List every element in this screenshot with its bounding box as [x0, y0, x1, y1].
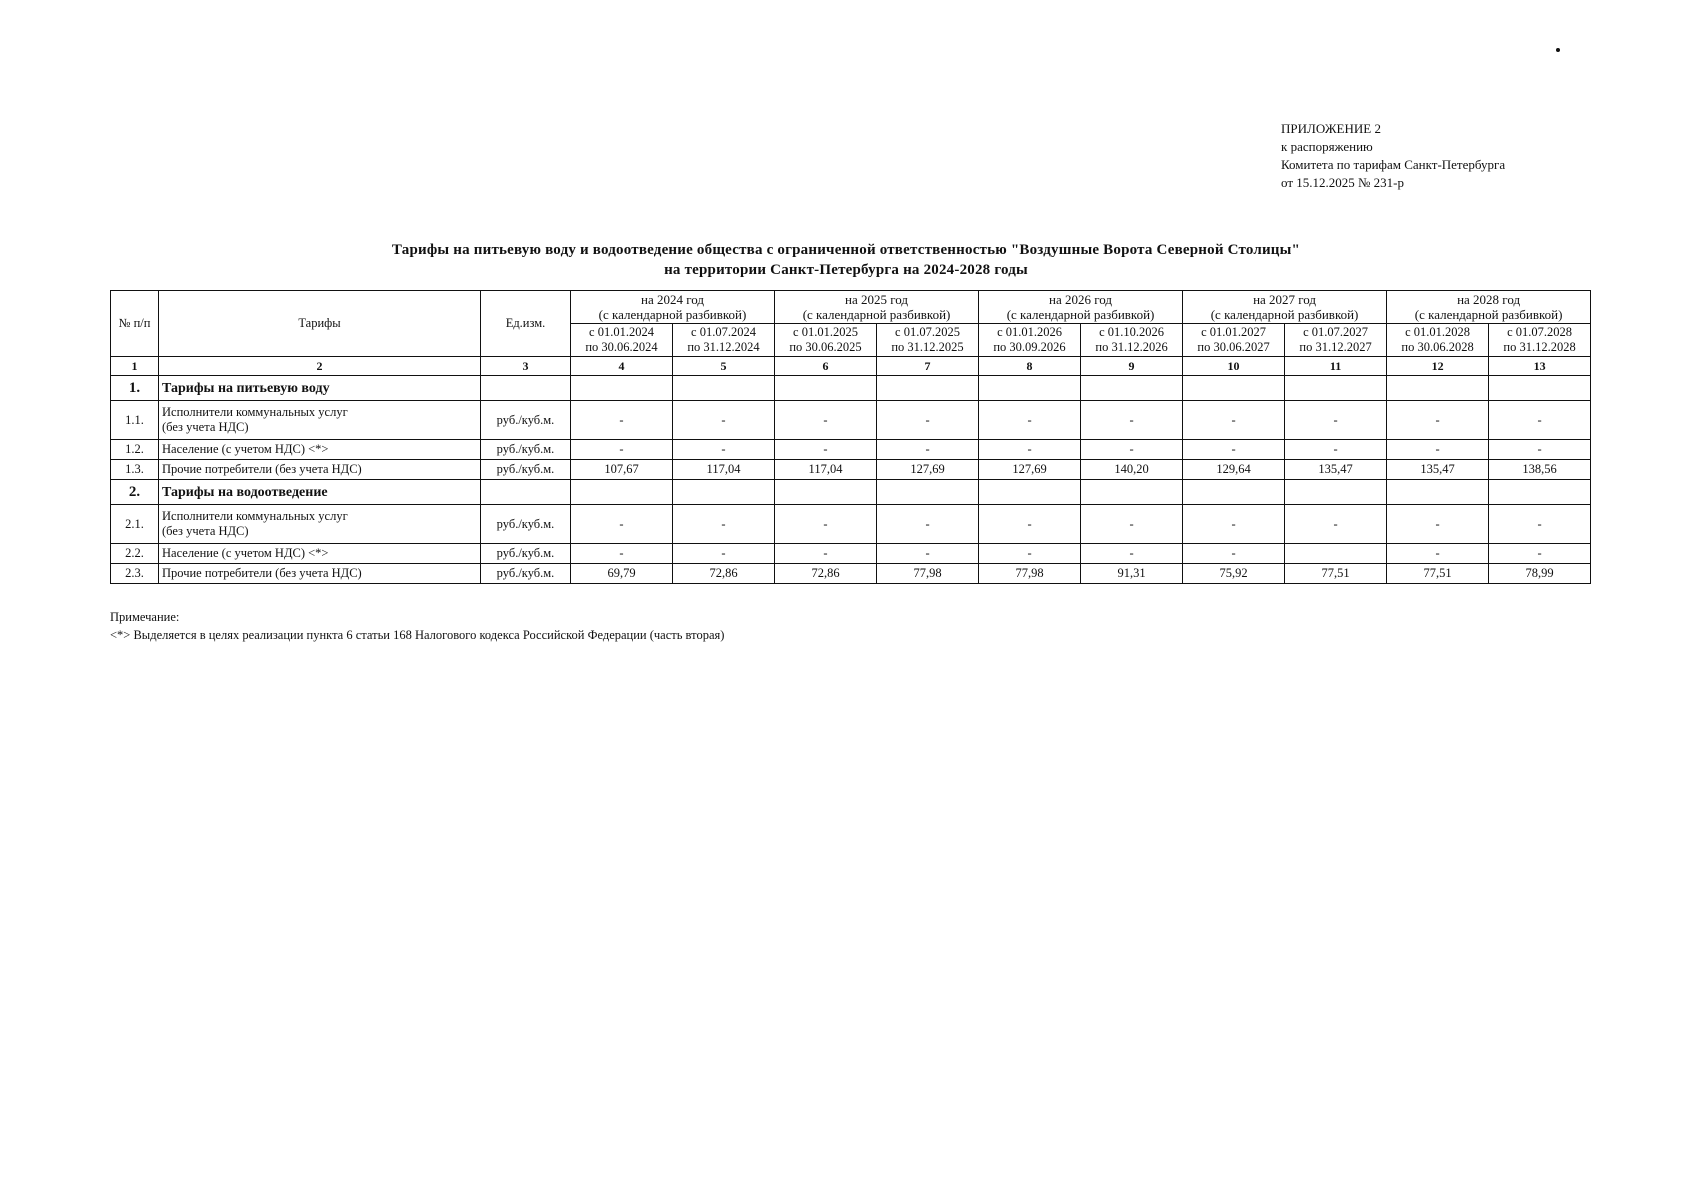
tariff-value: -	[1387, 401, 1489, 440]
row-name-line-1: Население (с учетом НДС) <*>	[162, 442, 329, 456]
year-label: на 2025 год	[845, 292, 909, 307]
tariff-value: -	[1489, 544, 1591, 564]
period-header	[1285, 324, 1387, 357]
tariff-value: -	[1183, 440, 1285, 460]
tariff-value: 138,56	[1489, 460, 1591, 480]
tariff-value: 77,51	[1387, 564, 1489, 584]
tariff-value: 77,51	[1285, 564, 1387, 584]
note-heading: Примечание:	[110, 610, 180, 624]
tariff-value: -	[1183, 401, 1285, 440]
section-row	[111, 480, 1591, 505]
tariff-value: -	[1285, 505, 1387, 544]
period-to: по 30.06.2027	[1197, 340, 1270, 354]
table-row	[111, 505, 1591, 544]
header-row-years	[111, 291, 1591, 324]
scan-dot	[1556, 48, 1560, 52]
empty-cell	[1489, 480, 1591, 505]
tariff-value: 117,04	[673, 460, 775, 480]
row-unit: руб./куб.м.	[481, 401, 571, 440]
table-row	[111, 401, 1591, 440]
column-number: 3	[481, 357, 571, 376]
tariff-value: -	[877, 544, 979, 564]
row-number: 2.2.	[111, 544, 159, 564]
empty-cell	[1183, 480, 1285, 505]
appendix-header	[1281, 120, 1505, 192]
empty-cell	[979, 376, 1081, 401]
tariff-value: 129,64	[1183, 460, 1285, 480]
header-year-2027	[1183, 291, 1387, 324]
year-label: на 2027 год	[1253, 292, 1317, 307]
period-header	[1081, 324, 1183, 357]
column-number: 5	[673, 357, 775, 376]
row-name	[159, 440, 481, 460]
section-number: 2.	[111, 480, 159, 505]
section-number: 1.	[111, 376, 159, 401]
period-to: по 31.12.2027	[1299, 340, 1372, 354]
empty-cell	[1489, 376, 1591, 401]
tariff-value: -	[979, 544, 1081, 564]
column-number: 13	[1489, 357, 1591, 376]
period-from: с 01.01.2027	[1201, 325, 1267, 339]
period-header	[1183, 324, 1285, 357]
section-title: Тарифы на питьевую воду	[159, 376, 481, 401]
period-header	[571, 324, 673, 357]
row-number: 2.1.	[111, 505, 159, 544]
header-tariffs: Тарифы	[159, 291, 481, 357]
tariff-value: -	[1183, 544, 1285, 564]
empty-cell	[877, 480, 979, 505]
period-header	[1489, 324, 1591, 357]
title-line-2: на территории Санкт-Петербурга на 2024-2028 годы	[664, 262, 1028, 278]
column-number: 4	[571, 357, 673, 376]
tariff-value: 135,47	[1285, 460, 1387, 480]
empty-cell	[1387, 376, 1489, 401]
tariff-value: 75,92	[1183, 564, 1285, 584]
year-sublabel: (с календарной разбивкой)	[1006, 307, 1155, 322]
document-title	[100, 240, 1592, 280]
tariff-value: 91,31	[1081, 564, 1183, 584]
empty-cell	[571, 480, 673, 505]
period-to: по 30.06.2028	[1401, 340, 1474, 354]
column-number: 12	[1387, 357, 1489, 376]
tariff-value: -	[571, 440, 673, 460]
row-name	[159, 401, 481, 440]
row-name-line-1: Население (с учетом НДС) <*>	[162, 546, 329, 560]
tariff-value: -	[673, 505, 775, 544]
row-unit: руб./куб.м.	[481, 564, 571, 584]
period-to: по 31.12.2026	[1095, 340, 1168, 354]
tariff-value: 77,98	[979, 564, 1081, 584]
column-number: 8	[979, 357, 1081, 376]
period-from: с 01.01.2024	[589, 325, 654, 339]
header-num: № п/п	[111, 291, 159, 357]
tariff-value: -	[571, 401, 673, 440]
row-name-line-1: Прочие потребители (без учета НДС)	[162, 566, 362, 580]
row-name-line-1: Прочие потребители (без учета НДС)	[162, 462, 362, 476]
tariff-value: -	[1489, 505, 1591, 544]
empty-cell	[673, 376, 775, 401]
empty-cell	[979, 480, 1081, 505]
row-name	[159, 564, 481, 584]
period-to: по 30.06.2024	[585, 340, 658, 354]
year-sublabel: (с календарной разбивкой)	[1210, 307, 1359, 322]
empty-cell	[775, 480, 877, 505]
tariff-value: 135,47	[1387, 460, 1489, 480]
row-name	[159, 460, 481, 480]
tariff-value: -	[1081, 544, 1183, 564]
tariff-value: 72,86	[775, 564, 877, 584]
row-unit: руб./куб.м.	[481, 460, 571, 480]
note-block	[110, 608, 724, 644]
title-line-1: Тарифы на питьевую воду и водоотведение общества с ограниченной ответственностью "Воздушные Ворота Северной Столицы"	[391, 242, 1301, 258]
tariff-value: -	[673, 544, 775, 564]
tariff-value: -	[1081, 401, 1183, 440]
empty-cell	[877, 376, 979, 401]
period-from: с 01.07.2027	[1303, 325, 1369, 339]
period-from: с 01.10.2026	[1099, 325, 1164, 339]
period-header	[1387, 324, 1489, 357]
appendix-line-1: ПРИЛОЖЕНИЕ 2	[1281, 121, 1381, 136]
note-text: <*> Выделяется в целях реализации пункта 6 статьи 168 Налогового кодекса Российской Федерации (часть вторая)	[110, 628, 725, 642]
row-number: 1.3.	[111, 460, 159, 480]
tariff-value: -	[877, 401, 979, 440]
empty-cell	[1081, 376, 1183, 401]
tariff-value: 140,20	[1081, 460, 1183, 480]
row-number: 2.3.	[111, 564, 159, 584]
period-from: с 01.07.2028	[1507, 325, 1573, 339]
tariff-value: 117,04	[775, 460, 877, 480]
appendix-line-3: Комитета по тарифам Санкт-Петербурга	[1281, 157, 1506, 172]
table-row	[111, 544, 1591, 564]
empty-cell	[1081, 480, 1183, 505]
tariff-value: -	[1387, 440, 1489, 460]
tariff-value: -	[775, 401, 877, 440]
tariff-value: -	[775, 544, 877, 564]
year-sublabel: (с календарной разбивкой)	[598, 307, 747, 322]
period-header	[775, 324, 877, 357]
tariff-value: -	[979, 401, 1081, 440]
tariff-value: -	[571, 544, 673, 564]
tariff-value: -	[1081, 505, 1183, 544]
column-number: 2	[159, 357, 481, 376]
period-from: с 01.01.2028	[1405, 325, 1471, 339]
section-title: Тарифы на водоотведение	[159, 480, 481, 505]
empty-cell	[571, 376, 673, 401]
header-unit: Ед.изм.	[481, 291, 571, 357]
tariff-value: -	[1489, 401, 1591, 440]
row-name-line-2: (без учета НДС)	[162, 420, 249, 434]
year-label: на 2024 год	[641, 292, 704, 307]
tariff-value: -	[1489, 440, 1591, 460]
tariff-value: -	[1285, 440, 1387, 460]
period-from: с 01.01.2026	[997, 325, 1062, 339]
column-number: 9	[1081, 357, 1183, 376]
empty-cell	[481, 376, 571, 401]
tariff-value: -	[673, 401, 775, 440]
appendix-line-2: к распоряжению	[1281, 139, 1373, 154]
table-row	[111, 460, 1591, 480]
period-header	[877, 324, 979, 357]
header-year-2024	[571, 291, 775, 324]
tariff-value: -	[1387, 544, 1489, 564]
period-from: с 01.07.2024	[691, 325, 756, 339]
period-from: с 01.01.2025	[793, 325, 858, 339]
period-to: по 31.12.2028	[1503, 340, 1576, 354]
table-row	[111, 564, 1591, 584]
row-unit: руб./куб.м.	[481, 505, 571, 544]
column-number: 1	[111, 357, 159, 376]
year-label: на 2026 год	[1049, 292, 1113, 307]
tariff-value: 107,67	[571, 460, 673, 480]
tariff-value: 78,99	[1489, 564, 1591, 584]
tariff-value: -	[979, 440, 1081, 460]
year-label: на 2028 год	[1457, 292, 1521, 307]
period-to: по 30.09.2026	[993, 340, 1066, 354]
empty-cell	[481, 480, 571, 505]
period-to: по 31.12.2024	[687, 340, 760, 354]
tariff-value: 72,86	[673, 564, 775, 584]
tariff-value: -	[877, 440, 979, 460]
tariff-value: 127,69	[979, 460, 1081, 480]
column-number: 6	[775, 357, 877, 376]
section-row	[111, 376, 1591, 401]
header-year-2025	[775, 291, 979, 324]
period-header	[673, 324, 775, 357]
tariff-value: -	[979, 505, 1081, 544]
period-from: с 01.07.2025	[895, 325, 960, 339]
tariff-value	[1285, 544, 1387, 564]
row-name-line-1: Исполнители коммунальных услуг	[162, 405, 348, 419]
appendix-line-4: от 15.12.2025 № 231-р	[1281, 175, 1404, 190]
column-number: 10	[1183, 357, 1285, 376]
header-year-2028	[1387, 291, 1591, 324]
table-row	[111, 440, 1591, 460]
empty-cell	[775, 376, 877, 401]
row-name-line-2: (без учета НДС)	[162, 524, 249, 538]
tariffs-table	[110, 290, 1591, 584]
empty-cell	[1183, 376, 1285, 401]
tariff-value: -	[1387, 505, 1489, 544]
tariff-value: 127,69	[877, 460, 979, 480]
tariff-value: -	[1285, 401, 1387, 440]
period-to: по 30.06.2025	[789, 340, 862, 354]
tariff-value: -	[673, 440, 775, 460]
row-unit: руб./куб.м.	[481, 440, 571, 460]
column-number: 7	[877, 357, 979, 376]
empty-cell	[1285, 480, 1387, 505]
tariff-value: 77,98	[877, 564, 979, 584]
row-name-line-1: Исполнители коммунальных услуг	[162, 509, 348, 523]
year-sublabel: (с календарной разбивкой)	[1414, 307, 1563, 322]
row-unit: руб./куб.м.	[481, 544, 571, 564]
tariff-value: -	[571, 505, 673, 544]
tariff-value: -	[1183, 505, 1285, 544]
empty-cell	[673, 480, 775, 505]
year-sublabel: (с календарной разбивкой)	[802, 307, 951, 322]
row-number: 1.2.	[111, 440, 159, 460]
header-year-2026	[979, 291, 1183, 324]
empty-cell	[1285, 376, 1387, 401]
tariff-value: -	[877, 505, 979, 544]
tariff-value: 69,79	[571, 564, 673, 584]
tariff-value: -	[775, 505, 877, 544]
row-name	[159, 544, 481, 564]
column-number: 11	[1285, 357, 1387, 376]
period-header	[979, 324, 1081, 357]
period-to: по 31.12.2025	[891, 340, 964, 354]
row-name	[159, 505, 481, 544]
tariff-value: -	[775, 440, 877, 460]
empty-cell	[1387, 480, 1489, 505]
tariff-value: -	[1081, 440, 1183, 460]
row-number: 1.1.	[111, 401, 159, 440]
column-numbers-row	[111, 357, 1591, 376]
